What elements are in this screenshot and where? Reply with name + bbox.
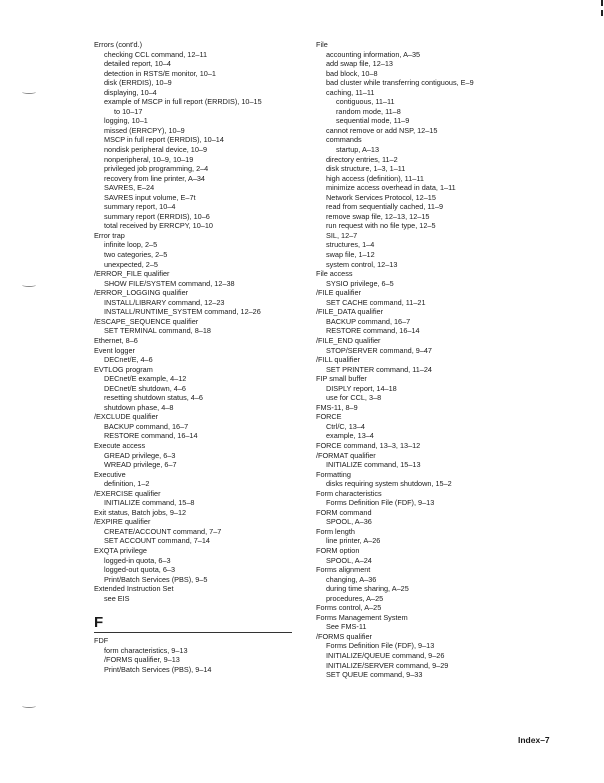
index-entry: FORM command <box>316 507 372 517</box>
index-subentry: detailed report, 10–4 <box>104 59 171 69</box>
index-entry: Executive <box>94 469 126 479</box>
index-subentry: commands <box>326 135 362 145</box>
index-subentry: definition, 1–2 <box>104 479 150 489</box>
index-subentry: SPOOL, A–36 <box>326 517 372 527</box>
margin-smudge <box>22 704 36 708</box>
index-subentry: SET CACHE command, 11–21 <box>326 297 426 307</box>
index-subentry: infinite loop, 2–5 <box>104 240 158 250</box>
index-subentry: during time sharing, A–25 <box>326 584 409 594</box>
index-subentry: logging, 10–1 <box>104 116 148 126</box>
index-entry: /FORMS qualifier <box>316 631 372 641</box>
index-entry: File <box>316 40 328 49</box>
index-entry: /ERROR_FILE qualifier <box>94 269 170 279</box>
section-letter-heading: F <box>94 615 292 633</box>
index-subentry: system control, 12–13 <box>326 259 398 269</box>
index-subentry: SHOW FILE/SYSTEM command, 12–38 <box>104 278 235 288</box>
index-subentry: shutdown phase, 4–8 <box>104 402 174 412</box>
index-subentry: procedures, A–25 <box>326 593 384 603</box>
index-subentry: DECnet/E, 4–6 <box>104 355 153 365</box>
index-subentry: total received by ERRCPY, 10–10 <box>104 221 213 231</box>
index-subentry: BACKUP command, 16–7 <box>104 421 189 431</box>
index-subentry: summary report (ERRDIS), 10–6 <box>104 211 210 221</box>
index-entry: /EXPIRE qualifier <box>94 517 151 527</box>
index-subentry: Ctrl/C, 13–4 <box>326 421 365 431</box>
index-subentry: two categories, 2–5 <box>104 250 168 260</box>
index-subentry: caching, 11–11 <box>326 87 375 97</box>
index-subentry: MSCP in full report (ERRDIS), 10–14 <box>104 135 224 145</box>
index-subentry: SYSIO privilege, 6–5 <box>326 278 394 288</box>
index-subentry: SET PRINTER command, 11–24 <box>326 364 432 374</box>
margin-smudge <box>22 283 36 287</box>
index-subentry: DECnet/E shutdown, 4–6 <box>104 383 186 393</box>
index-subentry: logged-in quota, 6–3 <box>104 555 171 565</box>
index-subentry: changing, A–36 <box>326 574 377 584</box>
index-subentry: bad block, 10–8 <box>326 68 378 78</box>
index-subentry: BACKUP command, 16–7 <box>326 316 411 326</box>
index-subentry: DECnet/E example, 4–12 <box>104 374 187 384</box>
index-entry: /FILE_DATA qualifier <box>316 307 384 317</box>
index-subentry: INITIALIZE command, 15–8 <box>104 498 195 508</box>
index-entry: Error trap <box>94 230 125 240</box>
index-subentry: INITIALIZE command, 15–13 <box>326 460 421 470</box>
index-subentry: accounting information, A–35 <box>326 49 421 59</box>
index-entry: Exit status, Batch jobs, 9–12 <box>94 507 187 517</box>
index-subentry: CREATE/ACCOUNT command, 7–7 <box>104 526 222 536</box>
index-subentry: SET TERMINAL command, 8–18 <box>104 326 211 336</box>
index-subentry: example, 13–4 <box>326 431 374 441</box>
index-subentry: disk (ERRDIS), 10–9 <box>104 78 172 88</box>
index-subentry: Print/Batch Services (PBS), 9–14 <box>104 664 212 674</box>
index-subentry: SAVRES input volume, E–7t <box>104 192 196 202</box>
index-entry: FIP small buffer <box>316 374 367 384</box>
index-subentry: SET ACCOUNT command, 7–14 <box>104 536 210 546</box>
index-subentry: DISPLY report, 14–18 <box>326 383 397 393</box>
index-subentry: line printer, A–26 <box>326 536 381 546</box>
index-subentry: Print/Batch Services (PBS), 9–5 <box>104 574 208 584</box>
index-subentry: detection in RSTS/E monitor, 10–1 <box>104 68 216 78</box>
index-entry: FORCE <box>316 412 342 422</box>
index-subentry: privileged job programming, 2–4 <box>104 164 209 174</box>
index-subentry: WREAD privilege, 6–7 <box>104 460 177 470</box>
index-subentry: run request with no file type, 12–5 <box>326 221 436 231</box>
index-subentry: Forms Definition File (FDF), 9–13 <box>326 498 435 508</box>
index-subentry: See FMS-11 <box>326 622 367 632</box>
right-index-list <box>316 40 596 680</box>
index-subentry: swap file, 1–12 <box>326 250 375 260</box>
index-subentry: example of MSCP in full report (ERRDIS), 10–15 <box>104 97 262 107</box>
index-subentry: structures, 1–4 <box>326 240 375 250</box>
index-subentry: contiguous, 11–11 <box>336 97 395 107</box>
index-subentry: resetting shutdown status, 4–6 <box>104 393 203 403</box>
index-entry: Formatting <box>316 469 351 479</box>
index-subentry: startup, A–13 <box>336 145 380 155</box>
index-entry: Forms Management System <box>316 612 408 622</box>
index-entry: /ESCAPE_SEQUENCE qualifier <box>94 316 199 326</box>
index-subentry: logged-out quota, 6–3 <box>104 565 176 575</box>
index-subentry: to 10–17 <box>114 106 143 116</box>
index-entry: FDF <box>94 636 109 646</box>
index-entry: Form characteristics <box>316 488 382 498</box>
edge-mark <box>601 10 603 16</box>
index-subentry: displaying, 10–4 <box>104 87 157 97</box>
page-number: Index–7 <box>518 735 550 745</box>
index-subentry: INITIALIZE/QUEUE command, 9–26 <box>326 651 445 660</box>
index-entry: Forms control, A–25 <box>316 603 382 613</box>
index-entry: /FILE qualifier <box>316 288 362 298</box>
left-column <box>94 40 302 674</box>
index-entry: Form length <box>316 526 355 536</box>
margin-smudge <box>22 90 36 94</box>
index-entry: Errors (cont'd.) <box>94 40 143 49</box>
index-subentry: add swap file, 12–13 <box>326 59 393 69</box>
index-entry: /FILL qualifier <box>316 355 360 365</box>
index-entry: /EXCLUDE qualifier <box>94 412 159 422</box>
index-subentry: RESTORE command, 16–14 <box>326 326 420 336</box>
index-subentry: unexpected, 2–5 <box>104 259 158 269</box>
index-entry: Extended Instruction Set <box>94 584 174 594</box>
index-subentry: nondisk peripheral device, 10–9 <box>104 145 208 155</box>
index-subentry: summary report, 10–4 <box>104 202 176 212</box>
index-subentry: high access (definition), 11–11 <box>326 173 424 183</box>
index-subentry: recovery from line printer, A–34 <box>104 173 205 183</box>
index-subentry: missed (ERRCPY), 10–9 <box>104 125 185 135</box>
index-subentry: bad cluster while transferring contiguous, E–9 <box>326 78 474 88</box>
index-entry: /FORMAT qualifier <box>316 450 376 460</box>
index-subentry: see EIS <box>104 593 130 603</box>
index-subentry: disks requiring system shutdown, 15–2 <box>326 479 452 489</box>
index-subentry: INITIALIZE/SERVER command, 9–29 <box>326 660 449 670</box>
index-subentry: remove swap file, 12–13, 12–15 <box>326 211 430 221</box>
index-subentry: disk structure, 1–3, 1–11 <box>326 164 406 174</box>
index-subentry: nonperipheral, 10–9, 10–19 <box>104 154 194 164</box>
index-subentry: GREAD privilege, 6–3 <box>104 450 176 460</box>
index-subentry: minimize access overhead in data, 1–11 <box>326 183 456 193</box>
index-entry: Ethernet, 8–6 <box>94 335 138 345</box>
index-subentry: use for CCL, 3–8 <box>326 393 382 403</box>
index-entry: Forms alignment <box>316 565 371 575</box>
index-subentry: random mode, 11–8 <box>336 106 401 116</box>
index-subentry: RESTORE command, 16–14 <box>104 431 198 441</box>
index-entry: Execute access <box>94 440 146 450</box>
index-entry: /ERROR_LOGGING qualifier <box>94 288 189 298</box>
index-subentry: read from sequentially cached, 11–9 <box>326 202 444 212</box>
index-entry: File access <box>316 269 353 279</box>
index-subentry: SPOOL, A–24 <box>326 555 372 565</box>
index-subentry: directory entries, 11–2 <box>326 154 398 164</box>
index-entry: /FILE_END qualifier <box>316 335 381 345</box>
left-index-list <box>94 40 302 603</box>
index-subentry: INSTALL/LIBRARY command, 12–23 <box>104 297 225 307</box>
index-entry: /EXERCISE qualifier <box>94 488 161 498</box>
index-subentry: cannot remove or add NSP, 12–15 <box>326 125 438 135</box>
edge-mark <box>601 0 603 6</box>
index-subentry: sequential mode, 11–9 <box>336 116 410 126</box>
index-subentry: Forms Definition File (FDF), 9–13 <box>326 641 435 651</box>
index-subentry: SET QUEUE command, 9–33 <box>326 670 423 680</box>
index-subentry: STOP/SERVER command, 9–47 <box>326 345 432 355</box>
index-subentry: Network Services Protocol, 12–15 <box>326 192 436 202</box>
index-subentry: form characteristics, 9–13 <box>104 645 188 655</box>
index-subentry: checking CCL command, 12–11 <box>104 49 208 59</box>
index-entry: FORCE command, 13–3, 13–12 <box>316 440 421 450</box>
right-column <box>316 40 596 680</box>
index-entry: FMS-11, 8–9 <box>316 402 358 412</box>
index-subentry: SAVRES, E–24 <box>104 183 155 193</box>
index-entry: FORM option <box>316 545 360 555</box>
index-entry: Event logger <box>94 345 135 355</box>
index-entry: EVTLOG program <box>94 364 153 374</box>
index-subentry: SIL, 12–7 <box>326 230 358 240</box>
index-subentry: /FORMS qualifier, 9–13 <box>104 655 180 665</box>
index-entry: EXQTA privilege <box>94 545 147 555</box>
left-index-list-continued <box>94 636 302 674</box>
index-subentry: INSTALL/RUNTIME_SYSTEM command, 12–26 <box>104 307 261 317</box>
